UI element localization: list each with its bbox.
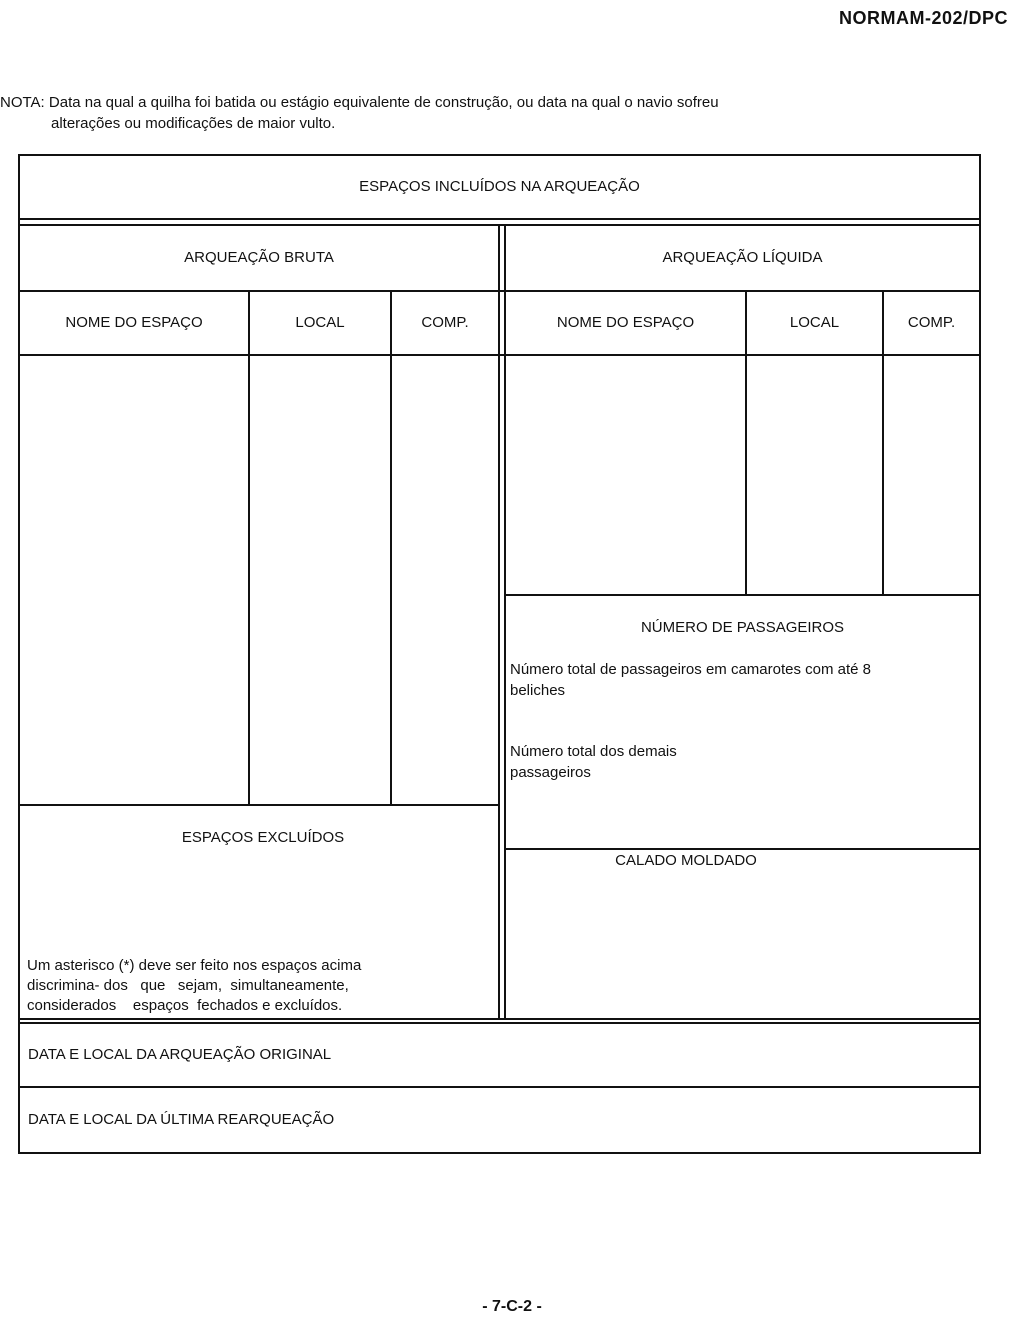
net-tonnage-title: ARQUEAÇÃO LÍQUIDA	[662, 249, 823, 266]
passengers-other-line	[510, 741, 978, 783]
net-col-name: NOME DO ESPAÇO	[556, 314, 695, 331]
original-tonnage-label: DATA E LOCAL DA ARQUEAÇÃO ORIGINAL	[28, 1046, 332, 1063]
excluded-note-2: discrimina- dos que sejam, simultaneamente,	[27, 977, 349, 994]
passengers-other-text-2: passageiros	[510, 764, 591, 781]
excluded-note	[27, 956, 495, 1016]
net-col-local: LOCAL	[789, 314, 840, 331]
nota-line1: Data na qual a quilha foi batida ou estágio equivalente de construção, ou data na qual o navio sofreu	[48, 94, 719, 111]
molded-draft-title: CALADO MOLDADO	[615, 852, 757, 869]
last-retonnage-label: DATA E LOCAL DA ÚLTIMA REARQUEAÇÃO	[28, 1111, 335, 1128]
nota-line2: alterações ou modificações de maior vulto.	[51, 115, 336, 132]
passengers-cabin-text-1: Número total de passageiros em camarotes com até 8	[510, 661, 872, 678]
passengers-title: NÚMERO DE PASSAGEIROS	[640, 619, 845, 636]
excluded-note-1: Um asterisco (*) deve ser feito nos espaços acima	[27, 957, 362, 974]
nota-label: NOTA:	[0, 94, 45, 111]
excluded-spaces-title: ESPAÇOS EXCLUÍDOS	[181, 829, 345, 846]
page-number: - 7-C-2 -	[482, 1298, 542, 1315]
gross-col-name: NOME DO ESPAÇO	[65, 314, 203, 331]
passengers-cabin-line	[510, 659, 978, 701]
net-col-comp: COMP.	[907, 314, 956, 331]
excluded-note-3: considerados espaços fechados e excluídos.	[27, 997, 343, 1014]
passengers-cabin-text-2: beliches	[510, 682, 566, 699]
gross-tonnage-title: ARQUEAÇÃO BRUTA	[184, 249, 334, 266]
gross-col-comp: COMP.	[421, 314, 469, 331]
gross-col-local: LOCAL	[295, 314, 345, 331]
form-title: ESPAÇOS INCLUÍDOS NA ARQUEAÇÃO	[359, 178, 640, 195]
passengers-other-text-1: Número total dos demais	[510, 743, 677, 760]
nota-block	[0, 92, 1000, 134]
document-code: NORMAM-202/DPC	[838, 8, 1008, 28]
